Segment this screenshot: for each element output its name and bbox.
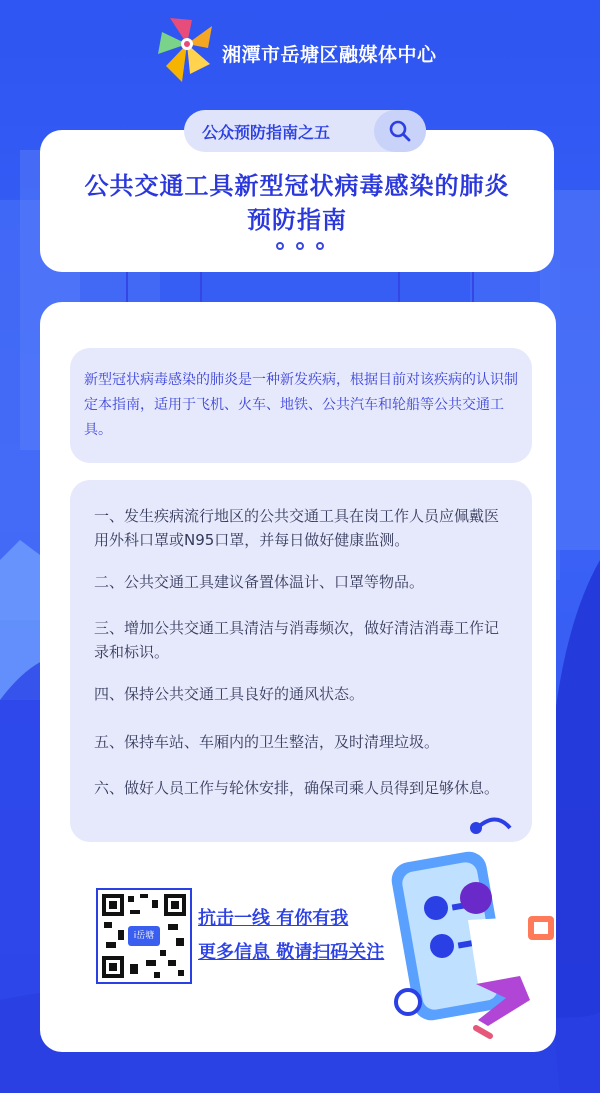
search-icon bbox=[388, 119, 412, 143]
search-button[interactable] bbox=[374, 110, 426, 152]
scan-follow-link[interactable]: 更多信息 敬请扫码关注 bbox=[198, 942, 385, 963]
doctor-phone-illustration bbox=[380, 800, 570, 1040]
guideline-item: 四、保持公共交通工具良好的通风状态。 bbox=[94, 685, 365, 703]
guideline-item: 一、发生疾病流行地区的公共交通工具在岗工作人员应佩戴医用外科口罩或N95口罩，并每日做好健康监测。 bbox=[94, 507, 500, 549]
intro-text: 新型冠状病毒感染的肺炎是一种新发疾病，根据目前对该疾病的认识制定本指南，适用于飞机、火车、地铁、公共汽车和轮船等公共交通工具。 bbox=[84, 372, 518, 438]
dot bbox=[296, 242, 304, 250]
header bbox=[150, 14, 470, 84]
slogan-link[interactable]: 抗击一线 有你有我 bbox=[198, 908, 349, 929]
guideline-item: 五、保持车站、车厢内的卫生整洁，及时清理垃圾。 bbox=[94, 733, 440, 751]
guideline-item: 六、做好人员工作与轮休安排，确保司乘人员得到足够休息。 bbox=[94, 779, 500, 797]
org-name: 湘潭市岳塘区融媒体中心 bbox=[222, 44, 437, 66]
qr-code[interactable] bbox=[96, 888, 192, 984]
intro-panel bbox=[70, 348, 532, 463]
page-title-line2: 预防指南 bbox=[247, 206, 347, 234]
dot bbox=[276, 242, 284, 250]
qr-center-badge: i岳塘 bbox=[128, 926, 160, 946]
guideline-item: 二、公共交通工具建议备置体温计、口罩等物品。 bbox=[94, 573, 425, 591]
decorative-dots bbox=[276, 242, 324, 250]
series-pill bbox=[184, 110, 426, 152]
guideline-item: 三、增加公共交通工具清洁与消毒频次，做好清洁消毒工作记录和标识。 bbox=[94, 619, 500, 661]
page-title-line1: 公共交通工具新型冠状病毒感染的肺炎 bbox=[84, 172, 510, 200]
dot bbox=[316, 242, 324, 250]
pinwheel-logo-icon bbox=[156, 14, 218, 84]
series-label: 公众预防指南之五 bbox=[202, 123, 331, 142]
guidelines-panel bbox=[70, 480, 532, 842]
